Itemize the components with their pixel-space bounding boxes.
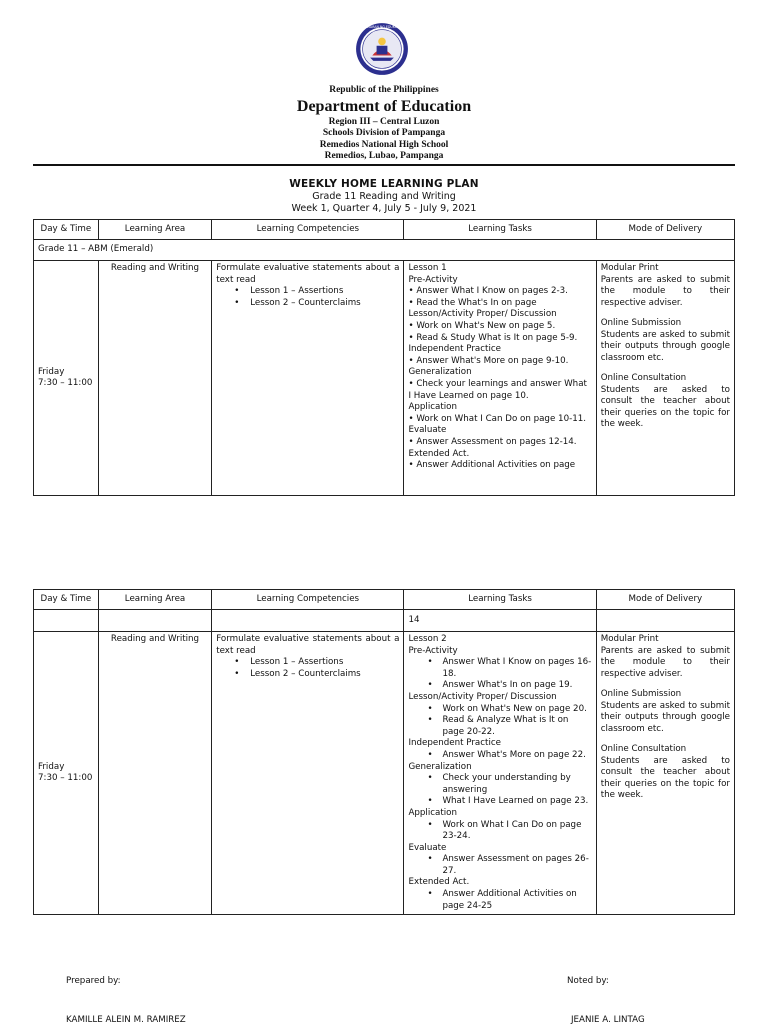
carryover-row bbox=[34, 610, 735, 632]
task-item: • Answer What's More on page 22. bbox=[408, 750, 591, 762]
school-line: Remedios National High School bbox=[319, 139, 449, 150]
lesson-item: • Lesson 2 – Counterclaims bbox=[216, 298, 399, 310]
task-line: Extended Act. bbox=[408, 448, 470, 459]
svg-text:KAGAWARAN NG EDUKASYON: KAGAWARAN NG EDUKASYON bbox=[358, 24, 406, 29]
lesson-item: • Lesson 1 – Assertions bbox=[216, 657, 399, 669]
empty-cell bbox=[34, 610, 99, 632]
task-item: • Answer Assessment on pages 26-27. bbox=[408, 854, 591, 877]
task-item: • Answer Additional Activities on page 24-25 bbox=[408, 889, 591, 912]
task-item: • Check your understanding by answering bbox=[408, 773, 591, 796]
task-heading: Lesson 2 bbox=[408, 634, 447, 644]
column-header: Learning Competencies bbox=[212, 590, 404, 610]
task-line: • Work on What's New on page 5. bbox=[408, 320, 556, 331]
department-title: Department of Education bbox=[296, 97, 472, 115]
delivery-text: Parents are asked to submit the module to their respective adviser. bbox=[600, 645, 730, 679]
plan-week: Week 1, Quarter 4, July 5 - July 9, 2021 bbox=[291, 203, 477, 214]
competency-text: Formulate evaluative statements about a text read bbox=[216, 263, 400, 285]
task-item: • What I Have Learned on page 23. bbox=[408, 796, 591, 808]
division-line: Schools Division of Pampanga bbox=[322, 128, 446, 138]
column-header: Learning Area bbox=[98, 220, 211, 240]
delivery-heading: Online Consultation bbox=[600, 373, 687, 383]
task-item: • Read & Analyze What is It on page 20-22. bbox=[408, 715, 591, 738]
competency-text: Formulate evaluative statements about a text read bbox=[216, 634, 400, 656]
column-header: Day & Time bbox=[34, 220, 99, 240]
time-text: 7:30 – 11:00 bbox=[38, 378, 93, 388]
task-item: • Work on What's New on page 20. bbox=[408, 704, 591, 716]
task-line: • Answer Assessment on pages 12-14. bbox=[408, 436, 577, 447]
column-header: Learning Area bbox=[98, 590, 211, 610]
task-line: Lesson 1 bbox=[408, 263, 447, 273]
task-line: Independent Practice bbox=[408, 344, 501, 355]
task-line: • Answer What's More on page 9-10. bbox=[408, 355, 569, 366]
tasks-cell bbox=[404, 632, 596, 915]
task-line: • Answer Additional Activities on page bbox=[408, 460, 576, 471]
table-header-row bbox=[34, 220, 735, 240]
learning-area-cell: Reading and Writing bbox=[98, 632, 211, 915]
plan-subject: Grade 11 Reading and Writing bbox=[312, 191, 456, 202]
task-line: Pre-Activity bbox=[408, 274, 458, 285]
learning-area-cell: Reading and Writing bbox=[98, 261, 211, 496]
header-divider bbox=[33, 164, 735, 166]
column-header: Learning Competencies bbox=[212, 220, 404, 240]
task-heading: Independent Practice bbox=[408, 738, 501, 749]
task-item: • Work on What I Can Do on page 23-24. bbox=[408, 820, 591, 843]
delivery-cell bbox=[596, 261, 734, 496]
prepared-by-name: KAMILLE ALEIN M. RAMIREZ bbox=[66, 1015, 186, 1025]
region-line: Region III – Central Luzon bbox=[328, 116, 440, 127]
competency-cell bbox=[212, 632, 404, 915]
task-line: • Check your learnings and answer What I Have Learned on page 10. bbox=[408, 378, 587, 401]
delivery-text: Parents are asked to submit the module to their respective adviser. bbox=[600, 274, 730, 308]
noted-by-name: JEANIE A. LINTAG bbox=[571, 1015, 645, 1025]
task-line: Generalization bbox=[408, 367, 472, 378]
delivery-heading: Modular Print bbox=[600, 263, 659, 273]
day-time-cell bbox=[34, 632, 99, 915]
task-heading: Application bbox=[408, 807, 457, 818]
task-heading: Extended Act. bbox=[408, 877, 470, 888]
delivery-text: Students are asked to consult the teacher about their queries on the topic for the week. bbox=[600, 384, 730, 429]
task-heading: Evaluate bbox=[408, 842, 447, 853]
delivery-heading: Modular Print bbox=[600, 634, 659, 644]
address-line: Remedios, Lubao, Pampanga bbox=[324, 151, 444, 161]
task-line: • Work on What I Can Do on page 10-11. bbox=[408, 413, 587, 424]
learning-plan-table-1 bbox=[33, 219, 735, 496]
delivery-cell bbox=[596, 632, 734, 915]
task-heading: Generalization bbox=[408, 761, 472, 772]
document-header bbox=[0, 85, 768, 163]
noted-by-label: Noted by: bbox=[567, 976, 609, 986]
lesson-item: • Lesson 2 – Counterclaims bbox=[216, 669, 399, 681]
column-header: Mode of Delivery bbox=[596, 590, 734, 610]
column-header: Mode of Delivery bbox=[596, 220, 734, 240]
empty-cell bbox=[596, 610, 734, 632]
lesson-item: • Lesson 1 – Assertions bbox=[216, 286, 399, 298]
task-heading: Lesson/Activity Proper/ Discussion bbox=[408, 691, 557, 702]
day-text: Friday bbox=[38, 761, 65, 772]
day-time-cell bbox=[34, 261, 99, 496]
competency-cell bbox=[212, 261, 404, 496]
delivery-heading: Online Submission bbox=[600, 318, 682, 328]
column-header: Learning Tasks bbox=[404, 590, 596, 610]
learning-plan-table-2 bbox=[33, 589, 735, 915]
time-text: 7:30 – 11:00 bbox=[38, 773, 93, 784]
task-heading: Pre-Activity bbox=[408, 645, 458, 656]
empty-cell bbox=[212, 610, 404, 632]
deped-seal-logo bbox=[355, 22, 409, 76]
delivery-text: Students are asked to submit their outputs through google classroom etc. bbox=[600, 329, 730, 363]
task-line: • Read & Study What is It on page 5-9. bbox=[408, 332, 578, 343]
delivery-heading: Online Submission bbox=[600, 689, 682, 699]
plan-title: WEEKLY HOME LEARNING PLAN bbox=[289, 178, 479, 190]
carryover-page-number: 14 bbox=[404, 610, 596, 632]
republic-line: Republic of the Philippines bbox=[329, 85, 439, 95]
day-text: Friday bbox=[38, 366, 65, 377]
section-row bbox=[34, 240, 735, 261]
task-line: • Answer What I Know on pages 2-3. bbox=[408, 286, 568, 297]
section-label: Grade 11 – ABM (Emerald) bbox=[34, 240, 735, 261]
task-line: • Read the What's In on page bbox=[408, 297, 537, 308]
plan-heading bbox=[0, 178, 768, 215]
delivery-heading: Online Consultation bbox=[600, 744, 687, 754]
delivery-text: Students are asked to submit their outputs through google classroom etc. bbox=[600, 700, 730, 734]
table-row bbox=[34, 261, 735, 496]
table-row bbox=[34, 632, 735, 915]
task-line: Application bbox=[408, 402, 457, 413]
task-line: Lesson/Activity Proper/ Discussion bbox=[408, 309, 557, 320]
task-item: • Answer What I Know on pages 16-18. bbox=[408, 657, 591, 680]
prepared-by-label: Prepared by: bbox=[66, 976, 121, 986]
task-line: Evaluate bbox=[408, 425, 447, 436]
empty-cell bbox=[98, 610, 211, 632]
column-header: Learning Tasks bbox=[404, 220, 596, 240]
task-item: • Answer What's In on page 19. bbox=[408, 680, 591, 692]
table-header-row bbox=[34, 590, 735, 610]
delivery-text: Students are asked to consult the teacher about their queries on the topic for the week. bbox=[600, 755, 730, 800]
column-header: Day & Time bbox=[34, 590, 99, 610]
tasks-cell bbox=[404, 261, 596, 496]
